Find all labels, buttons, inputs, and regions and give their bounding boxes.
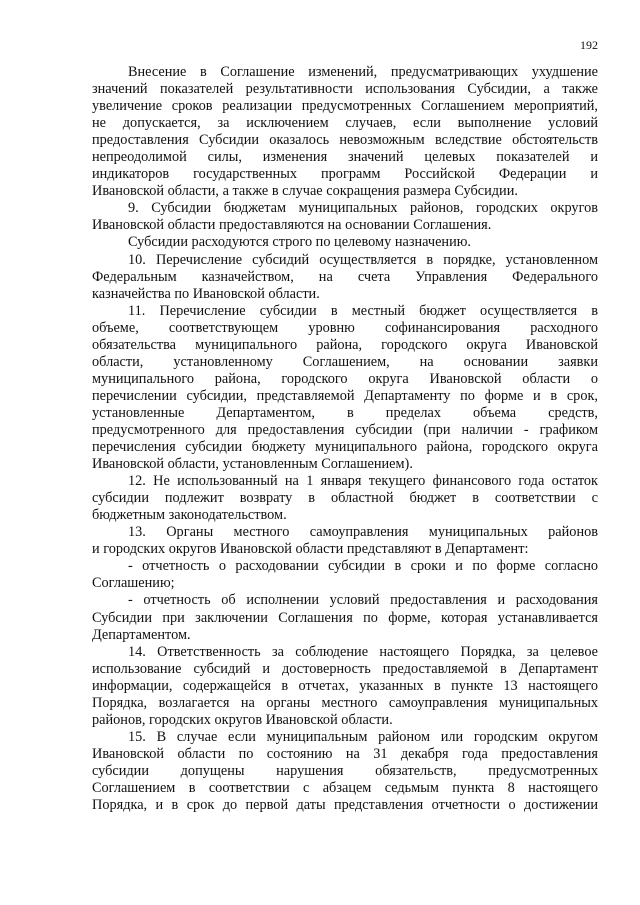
text-line: области, установленному Соглашением, на основании заявки	[92, 353, 598, 370]
text-line: предусмотренного для предоставления субсидии (при наличии - графиком	[92, 421, 598, 438]
text-line: 12. Не использованный на 1 января текущего финансового года остаток	[128, 473, 598, 490]
text-line: Ивановской области по состоянию на 31 декабря года предоставления	[92, 745, 598, 762]
text-line: предоставления Субсидии оказалось невозможным вследствие обстоятельств	[92, 132, 598, 149]
text-line: муниципального района, городского округа Ивановской области о	[92, 370, 598, 387]
text-line: Федеральным казначейством, на счета Управления Федерального	[92, 268, 598, 285]
text-line: Внесение в Соглашение изменений, предусматривающих ухудшение	[128, 64, 598, 80]
text-line: перечисления субсидии бюджету муниципального района, городского округа	[92, 439, 598, 456]
text-line: и городских округов Ивановской области представляют в Департамент:	[92, 541, 529, 558]
text-line: 11. Перечисление субсидии в местный бюджет осуществляется в	[128, 302, 598, 319]
text-line: 13. Органы местного самоуправления муниципальных районов	[128, 524, 598, 541]
text-line: использование субсидий и достоверность предоставляемой в Департамент	[92, 660, 598, 677]
text-line: увеличение сроков реализации предусмотренных Соглашением мероприятий,	[92, 98, 598, 115]
text-line: субсидии подлежит возврату в областной бюджет в соответствии с	[92, 490, 598, 507]
text-line: Субсидии расходуются строго по целевому назначению.	[128, 234, 471, 251]
text-line: Ивановской области, а также в случае сокращения размера Субсидии.	[92, 183, 518, 200]
text-line: перечислении субсидии, представляемой Департаменту по форме и в срок,	[92, 387, 598, 404]
text-line: - отчетность об исполнении условий предоставления и расходования	[128, 592, 598, 609]
page-number: 192	[580, 38, 598, 52]
text-line: не допускается, за исключением случаев, если выполнение условий	[92, 115, 598, 132]
text-line: 14. Ответственность за соблюдение настоящего Порядка, за целевое	[128, 643, 598, 660]
text-line: Соглашением в соответствии с абзацем седьмым пункта 8 настоящего	[92, 779, 598, 796]
text-line: Порядка, возлагается на органы местного самоуправления муниципальных	[92, 694, 598, 711]
text-line: субсидии допущены нарушения обязательств, предусмотренных	[92, 762, 598, 779]
text-line: непреодолимой силы, изменения значений целевых показателей и	[92, 149, 598, 166]
text-line: установленные Департаментом, в пределах объема средств,	[92, 404, 598, 421]
text-line: - отчетность о расходовании субсидии в сроки и по форме согласно	[128, 558, 598, 575]
text-line: казначейства по Ивановской области.	[92, 285, 320, 302]
text-line: значений показателей результативности использования Субсидии, а также	[92, 81, 598, 98]
text-line: Ивановской области предоставляются на основании Соглашения.	[92, 217, 492, 234]
document-body	[92, 64, 598, 814]
text-line: Субсидии при заключении Соглашения по форме, которая устанавливается	[92, 609, 598, 626]
text-line: Ивановской области, установленным Соглашением).	[92, 456, 413, 473]
text-line: Порядка, и в срок до первой даты представления отчетности о достижении	[92, 797, 598, 814]
text-line: обязательства муниципального района, городского округа Ивановской	[92, 336, 598, 353]
text-line: объеме, соответствующем уровню софинансирования расходного	[92, 319, 598, 336]
text-line: бюджетным законодательством.	[92, 507, 287, 524]
text-line: Департаментом.	[92, 626, 191, 643]
text-line: районов, городских округов Ивановской области.	[92, 711, 393, 728]
text-line: 10. Перечисление субсидий осуществляется в порядке, установленном	[128, 251, 598, 268]
text-line: 15. В случае если муниципальным районом или городским округом	[128, 728, 598, 745]
text-line: информации, содержащейся в отчетах, указанных в пункте 13 настоящего	[92, 677, 598, 694]
text-line: индикаторов государственных программ Российской Федерации и	[92, 166, 598, 183]
text-line: Соглашению;	[92, 575, 175, 592]
text-line: 9. Субсидии бюджетам муниципальных районов, городских округов	[128, 200, 598, 217]
